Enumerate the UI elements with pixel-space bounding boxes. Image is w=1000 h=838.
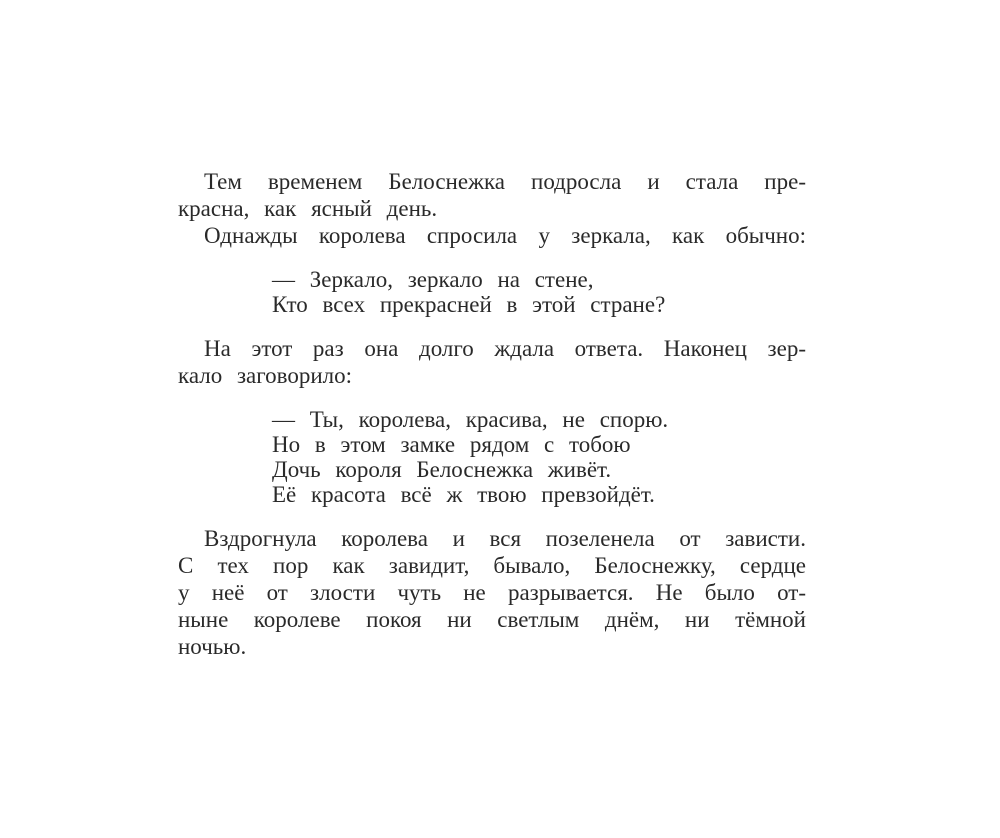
- text-line: красна, как ясный день.: [178, 196, 438, 221]
- verse-line: Её красота всё ж твою превзойдёт.: [272, 482, 655, 507]
- spacer: [178, 249, 806, 267]
- paragraph-3: [178, 335, 806, 389]
- text-line: кало заговорило:: [178, 363, 352, 388]
- verse-2: [272, 407, 806, 507]
- text-line: На этот раз она долго ждала ответа. Наконец зер-: [204, 336, 806, 361]
- paragraph-2: [178, 222, 806, 249]
- text-line: ныне королеве покоя ни светлым днём, ни тёмной: [178, 607, 806, 632]
- verse-line: — Зеркало, зеркало на стене,: [272, 267, 594, 292]
- paragraph-1: [178, 168, 806, 222]
- text-line: Однажды королева спросила у зеркала, как обычно:: [204, 223, 806, 248]
- verse-line: Но в этом замке рядом с тобою: [272, 432, 631, 457]
- paragraph-4: [178, 525, 806, 660]
- text-line: ночью.: [178, 634, 247, 659]
- verse-line: Дочь короля Белоснежка живёт.: [272, 457, 612, 482]
- text-line: Тем временем Белоснежка подросла и стала пре-: [204, 169, 806, 194]
- verse-line: — Ты, королева, красива, не спорю.: [272, 407, 669, 432]
- verse-1: [272, 267, 806, 317]
- spacer: [178, 507, 806, 525]
- text-line: у неё от злости чуть не разрывается. Не было от-: [178, 580, 806, 605]
- verse-line: Кто всех прекрасней в этой стране?: [272, 292, 666, 317]
- story-text: [178, 168, 806, 660]
- text-line: С тех пор как завидит, бывало, Белоснежку, сердце: [178, 553, 806, 578]
- spacer: [178, 389, 806, 407]
- text-line: Вздрогнула королева и вся позеленела от зависти.: [204, 526, 806, 551]
- spacer: [178, 317, 806, 335]
